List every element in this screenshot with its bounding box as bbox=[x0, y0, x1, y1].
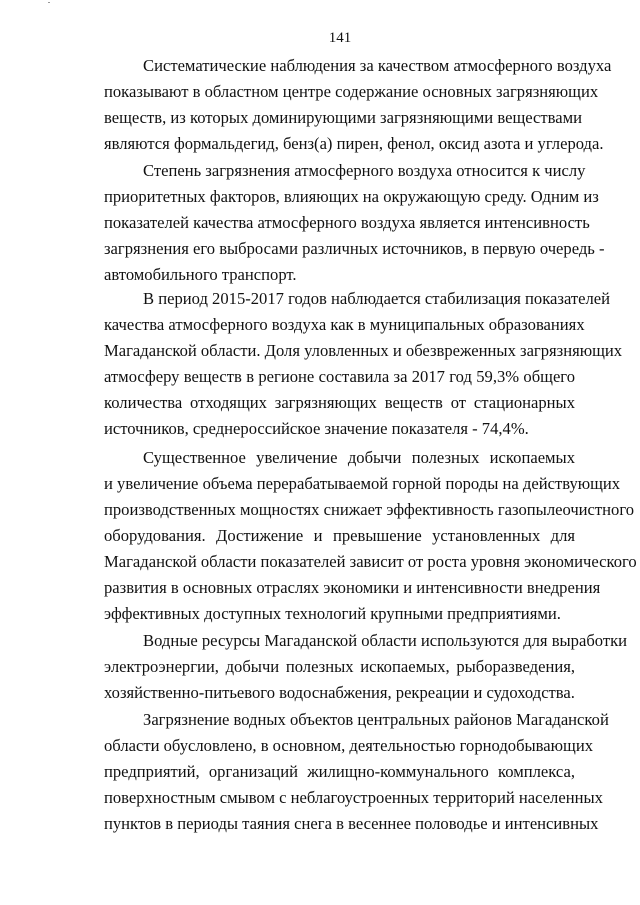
text-line: пунктов в периоды таяния снега в весеннее половодье и интенсивных bbox=[104, 814, 599, 833]
text-line: электроэнергии, добычи полезных ископаемых, рыборазведения, bbox=[104, 657, 575, 676]
text-line: Магаданской области показателей зависит от роста уровня экономического bbox=[104, 552, 637, 571]
text-line: атмосферу веществ в регионе составила за 2017 год 59,3% общего bbox=[104, 367, 575, 386]
text-line: являются формальдегид, бенз(а) пирен, фенол, оксид азота и углерода. bbox=[104, 134, 604, 153]
text-line: качества атмосферного воздуха как в муниципальных образованиях bbox=[104, 315, 585, 334]
text-line: Водные ресурсы Магаданской области используются для выработки bbox=[143, 631, 628, 650]
text-line: развития в основных отраслях экономики и интенсивности внедрения bbox=[104, 578, 601, 597]
text-line: хозяйственно-питьевого водоснабжения, рекреации и судоходства. bbox=[104, 683, 575, 702]
text-line: оборудования. Достижение и превышение установленных для bbox=[104, 526, 575, 545]
text-line: области обусловлено, в основном, деятельностью горнодобывающих bbox=[104, 736, 594, 755]
text-line: автомобильного транспорт. bbox=[104, 265, 297, 284]
text-line: количества отходящих загрязняющих веществ от стационарных bbox=[104, 393, 575, 412]
text-line: Степень загрязнения атмосферного воздуха относится к числу bbox=[143, 161, 586, 180]
text-line: предприятий, организаций жилищно-коммунального комплекса, bbox=[104, 762, 575, 781]
text-line: источников, среднероссийское значение показателя - 74,4%. bbox=[104, 419, 529, 438]
text-line: веществ, из которых доминирующими загрязняющими веществами bbox=[104, 108, 582, 127]
text-line: эффективных доступных технологий крупными предприятиями. bbox=[104, 604, 561, 623]
text-line: Существенное увеличение добычи полезных ископаемых bbox=[143, 448, 575, 467]
text-line: показателей качества атмосферного воздуха является интенсивность bbox=[104, 213, 590, 232]
text-line: В период 2015-2017 годов наблюдается стабилизация показателей bbox=[143, 289, 611, 308]
text-line: Загрязнение водных объектов центральных районов Магаданской bbox=[143, 710, 609, 729]
text-line: Систематические наблюдения за качеством атмосферного воздуха bbox=[143, 56, 612, 75]
text-line: производственных мощностях снижает эффективность газопылеочистного bbox=[104, 500, 635, 519]
scan-speck bbox=[48, 2, 50, 3]
text-line: поверхностным смывом с неблагоустроенных территорий населенных bbox=[104, 788, 603, 807]
text-line: приоритетных факторов, влияющих на окружающую среду. Одним из bbox=[104, 187, 599, 206]
text-line: показывают в областном центре содержание основных загрязняющих bbox=[104, 82, 599, 101]
text-line: Магаданской области. Доля уловленных и обезвреженных загрязняющих bbox=[104, 341, 623, 360]
text-line: загрязнения его выбросами различных источников, в первую очередь - bbox=[104, 239, 605, 258]
page-number: 141 bbox=[328, 30, 352, 46]
text-line: и увеличение объема перерабатываемой горной породы на действующих bbox=[104, 474, 621, 493]
